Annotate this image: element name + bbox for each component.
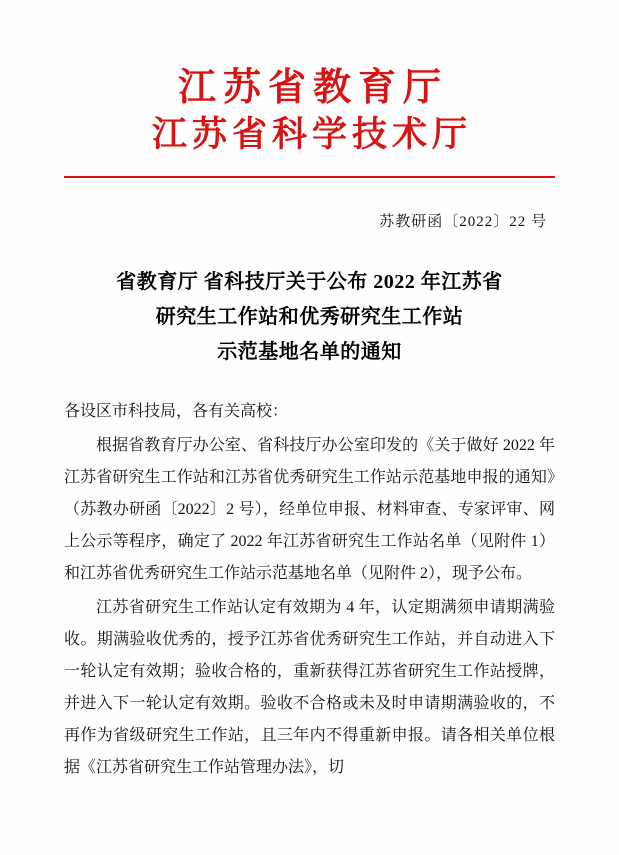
masthead-line-education-department: 江苏省教育厅 bbox=[177, 64, 448, 109]
masthead-divider-rule bbox=[64, 176, 555, 178]
document-masthead bbox=[64, 0, 555, 158]
document-paragraph-1: 根据省教育厅办公室、省科技厅办公室印发的《关于做好 2022 年江苏省研究生工作站和江苏省优秀研究生工作站示范基地申报的通知》（苏教办研函〔2022〕2 号），经单位申报、材料审查、专家评审、网上公示等程序，确定了 2022 年江苏省研究生工作站名单（见附件 1）和江苏省优秀研究生工作站示范基地名单（见附件 2），现予公布。 bbox=[64, 437, 555, 583]
document-title-line-3: 示范基地名单的通知 bbox=[217, 341, 402, 364]
document-title bbox=[64, 265, 555, 370]
document-number: 苏教研函〔2022〕22 号 bbox=[379, 214, 547, 231]
document-salutation: 各设区市科技局，各有关高校： bbox=[64, 403, 289, 421]
document-title-line-2: 研究生工作站和优秀研究生工作站 bbox=[155, 306, 464, 329]
document-paragraph-2: 江苏省研究生工作站认定有效期为 4 年，认定期满须申请期满验收。期满验收优秀的，授予江苏省优秀研究生工作站，并自动进入下一轮认定有效期；验收合格的，重新获得江苏省研究生工作站授牌，并进入下一轮认定有效期。验收不合格或未及时申请期满验收的，不再作为省级研究生工作站，且三年内不得重新申报。请各相关单位根据《江苏省研究生工作站管理办法》，切 bbox=[64, 599, 555, 777]
document-body bbox=[64, 396, 555, 784]
masthead-line-science-technology-department: 江苏省科学技术厅 bbox=[151, 114, 472, 156]
document-title-line-1: 省教育厅 省科技厅关于公布 2022 年江苏省 bbox=[116, 271, 503, 294]
